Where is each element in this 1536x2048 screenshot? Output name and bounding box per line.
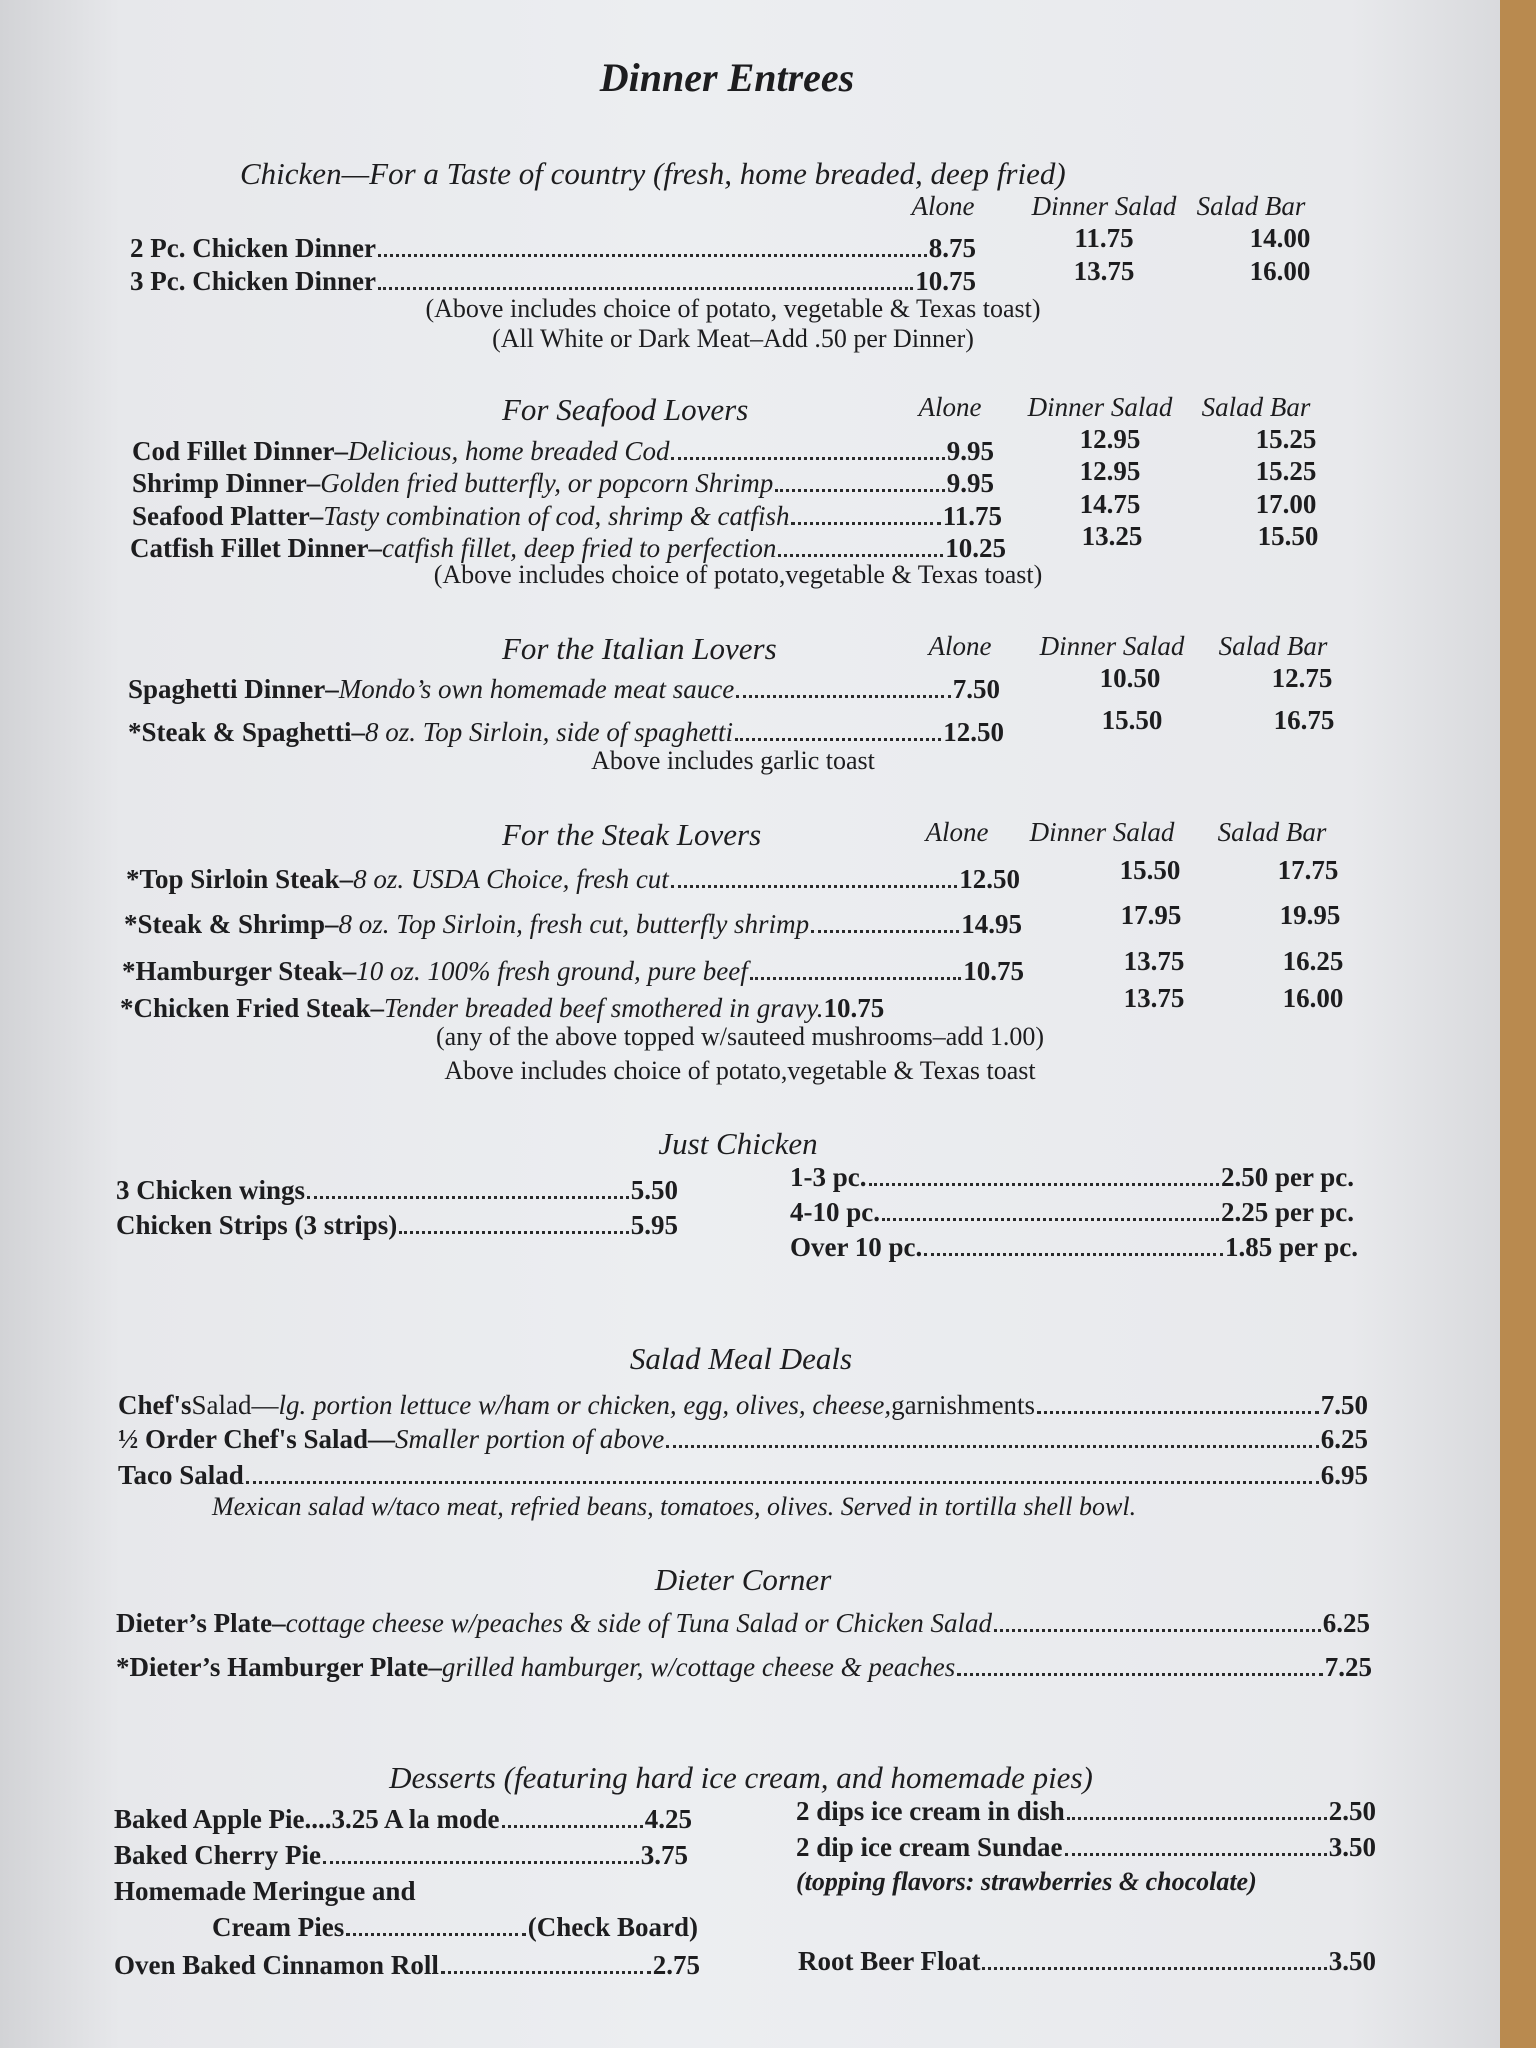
menu-item [120,995,884,1022]
item-name: 2 dip ice cream Sundae [796,1832,1063,1862]
page-title: Dinner Entrees [599,55,855,100]
section-heading-chicken: Chicken—For a Taste of country (fresh, home breaded, deep fried) [240,156,1066,191]
item-price-alone: 11.75 [942,501,1002,531]
item-name: Shrimp Dinner– [132,468,321,498]
item-price: 5.50 [630,1175,678,1205]
item-description: 8 oz. Top Sirloin, side of spaghetti [365,717,734,747]
dot-leader [750,977,962,980]
menu-item [132,470,994,497]
menu-item [128,719,1004,746]
item-price-salad-bar: 16.00 [1282,983,1344,1013]
menu-item [116,1212,678,1239]
menu-item [796,1798,1376,1825]
menu-item [118,1426,1368,1453]
menu-item [212,1914,698,1941]
item-name: 2 dips ice cream in dish [796,1796,1065,1826]
item-price: 7.25 [1324,1652,1372,1682]
menu-item [132,438,994,465]
column-header-alone: Alone [925,817,989,847]
item-price-alone: 8.75 [928,233,976,263]
column-header-salad-bar: Salad Bar [1201,392,1311,422]
item-description: Smaller portion of above [395,1424,665,1454]
item-price-alone: 12.50 [959,864,1020,894]
item-price: 3.75 [640,1840,688,1870]
item-price-alone: 9.95 [946,436,994,466]
item-price: 3.50 [1328,1946,1376,1976]
item-name: *Dieter’s Hamburger Plate– [116,1652,442,1682]
menu-item [114,1952,700,1979]
item-name: *Hamburger Steak– [122,956,357,986]
item-description: 8 oz. USDA Choice, fresh cut [353,864,669,894]
section-note: (any of the above topped w/sauteed mushrooms–add 1.00) [436,1022,1044,1051]
item-price-salad-bar: 14.00 [1249,223,1311,253]
item-price: 1.85 per pc. [1225,1232,1358,1262]
item-name: Chicken Strips (3 strips) [116,1210,398,1240]
item-description: Delicious, home breaded Cod [348,436,670,466]
item-price-alone: 10.75 [963,956,1024,986]
item-price: 2.50 [1328,1796,1376,1826]
item-description: lg. portion lettuce w/ham or chicken, egg, olives, cheese, [278,1390,892,1420]
dot-leader [502,1825,643,1828]
item-price-salad-bar: 15.25 [1255,424,1317,454]
item-price: 6.25 [1322,1608,1370,1638]
section-heading-seafood: For Seafood Lovers [502,392,749,427]
item-name: Seafood Platter– [132,501,324,531]
item-name: Cream Pies [212,1912,345,1942]
item-price-dinner-salad: 11.75 [1074,223,1134,253]
section-heading-just-chicken: Just Chicken [658,1126,818,1161]
item-price: 3.50 [1328,1832,1376,1862]
item-price-alone: 9.95 [946,468,994,498]
dot-leader [671,457,944,460]
topping-note: (topping flavors: strawberries & chocolate) [796,1867,1257,1896]
menu-item [116,1610,1370,1637]
menu-item [128,676,1000,703]
item-name: 1-3 pc. [790,1162,867,1192]
item-price-dinner-salad: 13.75 [1123,946,1185,976]
item-price-salad-bar: 16.00 [1249,256,1311,286]
section-note: Above includes choice of potato,vegetable & Texas toast [444,1056,1036,1085]
menu-item [790,1199,1354,1226]
item-description: catfish fillet, deep fried to perfection [381,533,777,563]
item-description: cottage cheese w/peaches & side of Tuna Salad or Chicken Salad [285,1608,993,1638]
menu-item [130,235,976,262]
item-price-alone: 10.25 [945,533,1006,563]
dot-leader [346,1933,526,1936]
dot-leader [924,1253,1223,1256]
item-price: 7.50 [1320,1390,1368,1420]
item-name-suffix: Salad— [191,1390,279,1420]
item-name: *Top Sirloin Steak– [126,864,354,894]
item-price-dinner-salad: 10.50 [1099,663,1161,693]
dot-leader [735,738,941,741]
section-note: (All White or Dark Meat–Add .50 per Dinner) [492,324,974,353]
item-name: Baked Apple Pie....3.25 A la mode [114,1804,500,1834]
dot-leader [671,885,957,888]
item-price: (Check Board) [527,1912,698,1942]
item-description-suffix: garnishments [891,1390,1036,1420]
item-price-dinner-salad: 15.50 [1101,705,1163,735]
dot-leader [811,930,959,933]
item-description: 8 oz. Top Sirloin, fresh cut, butterfly shrimp [338,909,810,939]
item-description: Tasty combination of cod, shrimp & catfish [323,501,790,531]
menu-item [124,911,1022,938]
column-header-alone: Alone [928,631,992,661]
item-name: Dieter’s Plate– [116,1608,286,1638]
dot-leader [323,1861,639,1864]
item-price-dinner-salad: 13.75 [1123,983,1185,1013]
item-price-alone: 14.95 [961,909,1022,939]
dot-leader [1065,1853,1327,1856]
item-description: Mexican salad w/taco meat, refried beans, tomatoes, olives. Served in tortilla shell bowl. [212,1492,1137,1521]
section-heading-italian: For the Italian Lovers [502,631,777,666]
dot-leader [791,522,940,525]
dot-leader [982,1967,1326,1970]
item-price-dinner-salad: 15.50 [1119,855,1181,885]
item-name: *Chicken Fried Steak– [120,993,385,1023]
item-price-salad-bar: 12.75 [1271,663,1333,693]
item-price: 2.25 per pc. [1221,1197,1354,1227]
item-price-dinner-salad: 14.75 [1079,489,1141,519]
dot-leader [869,1183,1220,1186]
section-heading-salad: Salad Meal Deals [629,1341,853,1376]
item-name: Oven Baked Cinnamon Roll [114,1950,439,1980]
section-note: (Above includes choice of potato,vegetable & Texas toast) [433,560,1043,589]
dot-leader [378,254,927,257]
item-description: 10 oz. 100% fresh ground, pure beef [356,956,748,986]
item-name: Taco Salad [118,1460,244,1490]
item-price-dinner-salad: 12.95 [1079,456,1141,486]
dot-leader [378,287,913,290]
item-price: 6.25 [1320,1424,1368,1454]
column-header-dinner-salad: Dinner Salad [1031,191,1177,221]
item-price-salad-bar: 19.95 [1279,900,1341,930]
item-price: 5.95 [630,1210,678,1240]
dot-leader [778,554,943,557]
menu-item [114,1878,415,1905]
section-heading-steak: For the Steak Lovers [502,817,762,852]
item-price-alone: 12.50 [943,717,1004,747]
dot-leader [1037,1411,1319,1414]
menu-item [118,1462,1368,1489]
dot-leader [441,1971,651,1974]
item-description: Golden fried butterfly, or popcorn Shrimp [320,468,774,498]
dot-leader [1067,1817,1327,1820]
menu-item [114,1842,688,1869]
column-header-salad-bar: Salad Bar [1218,631,1328,661]
item-price-salad-bar: 17.75 [1277,855,1339,885]
column-header-dinner-salad: Dinner Salad [1027,392,1173,422]
item-name: Cod Fillet Dinner– [132,436,348,466]
menu-item [130,535,1006,562]
item-price-dinner-salad: 12.95 [1079,424,1141,454]
section-heading-desserts: Desserts (featuring hard ice cream, and homemade pies) [389,1760,1093,1795]
column-header-dinner-salad: Dinner Salad [1039,631,1185,661]
item-price-salad-bar: 15.25 [1255,456,1317,486]
menu-item [790,1164,1354,1191]
item-price-dinner-salad: 17.95 [1120,900,1182,930]
item-description: grilled hamburger, w/cottage cheese & peaches [441,1652,956,1682]
dot-leader [307,1196,629,1199]
item-price-salad-bar: 16.25 [1282,946,1344,976]
item-price: 4.25 [644,1804,692,1834]
item-name: 3 Chicken wings [116,1175,306,1205]
column-header-dinner-salad: Dinner Salad [1029,817,1175,847]
column-header-salad-bar: Salad Bar [1217,817,1327,847]
item-name: 2 Pc. Chicken Dinner [130,233,376,263]
column-header-salad-bar: Salad Bar [1196,191,1306,221]
item-price-dinner-salad: 13.25 [1081,521,1143,551]
dot-leader [736,695,951,698]
item-description: Tender breaded beef smothered in gravy. [384,993,824,1023]
menu-item [126,866,1020,893]
menu-item [790,1234,1358,1261]
menu-item [132,503,1002,530]
item-price-salad-bar: 15.50 [1257,521,1319,551]
item-name: Over 10 pc. [790,1232,923,1262]
item-price-alone: 7.50 [952,674,1000,704]
item-price-dinner-salad: 13.75 [1073,256,1135,286]
item-name: Spaghetti Dinner– [128,674,339,704]
item-price-alone: 10.75 [823,993,885,1023]
item-name: Catfish Fillet Dinner– [130,533,382,563]
section-note: (Above includes choice of potato, vegetable & Texas toast) [425,294,1041,323]
menu-item [116,1654,1372,1681]
item-name: *Steak & Shrimp– [124,909,339,939]
item-price-alone: 10.75 [915,266,976,296]
item-name: ½ Order Chef's Salad— [118,1424,396,1454]
column-header-alone: Alone [918,392,982,422]
menu-item [118,1392,1368,1419]
item-price: 2.75 [652,1950,700,1980]
item-name: *Steak & Spaghetti– [128,717,366,747]
item-price: 2.50 per pc. [1221,1162,1354,1192]
dot-leader [775,489,944,492]
section-heading-dieter: Dieter Corner [654,1562,832,1597]
item-price: 6.95 [1320,1460,1368,1490]
dot-leader [882,1218,1219,1221]
column-header-alone: Alone [911,191,975,221]
dot-leader [994,1629,1321,1632]
menu-item [796,1834,1376,1861]
dot-leader [666,1445,1319,1448]
item-name: 3 Pc. Chicken Dinner [130,266,376,296]
menu-item [130,268,976,295]
item-price-salad-bar: 17.00 [1255,489,1317,519]
item-name: Chef's [118,1390,192,1420]
menu-item [122,958,1024,985]
menu-item [798,1948,1376,1975]
item-price-salad-bar: 16.75 [1273,705,1335,735]
dot-leader [399,1231,628,1234]
item-description: Mondo’s own homemade meat sauce [338,674,735,704]
item-name: 4-10 pc. [790,1197,880,1227]
item-name: Baked Cherry Pie [114,1840,321,1870]
menu-item [116,1177,678,1204]
item-name: Root Beer Float [798,1946,981,1976]
dot-leader [246,1481,1319,1484]
item-name: Homemade Meringue and [114,1876,416,1906]
section-note: Above includes garlic toast [591,746,875,775]
dot-leader [957,1673,1322,1676]
menu-item [114,1806,692,1833]
